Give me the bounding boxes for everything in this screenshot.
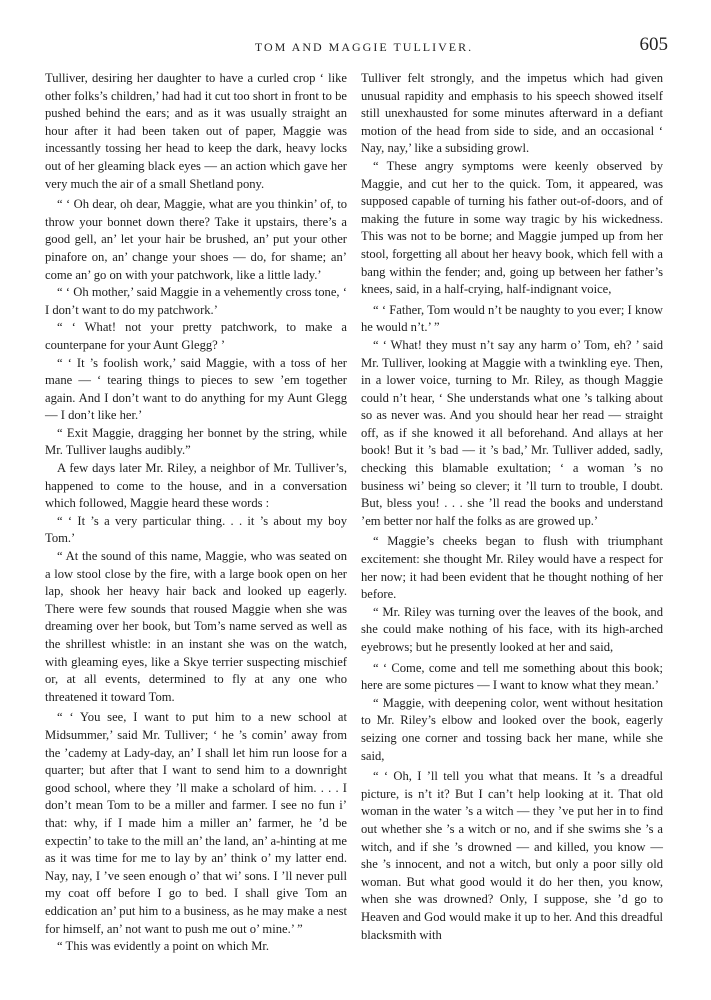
page-header [60,34,668,60]
paragraph: “ These angry symptoms were keenly observed by Maggie, and cut her to the quick. Tom, it appeared, was supposed capable of turning his father out-of-doors, and of making the future in some way tragic by his wickedness. This was not to be borne; and Maggie jumped up from her stool, forgetting all about her heavy book, which fell with a bang within the fender; and, going up between her father’s knees, said, in a half-crying, half-indignant voice, [361,158,663,297]
paragraph: A few days later Mr. Riley, a neighbor of Mr. Tulliver’s, happened to come to the house, and in a conversation which followed, Maggie heard these words : [45,461,347,511]
paragraph: Tulliver, desiring her daughter to have a curled crop ‘ like other folks’s children,’ had had it cut too short in front to be pushed behind the ears; and as it was usually straight an hour after it had been taken out of paper, Maggie was incessantly tossing her head to keep the dark, heavy locks out of her gleaming black eyes — an action which gave her very much the air of a small Shetland pony. [45,71,347,191]
paragraph: “ Maggie’s cheeks began to flush with triumphant excitement: she thought Mr. Riley would have a respect for her now; it had been evident that he thought nothing of her before. [361,534,663,602]
page-number: 605 [639,34,668,55]
paragraph: “ This was evidently a point on which Mr. [57,939,270,954]
left-column [45,70,347,956]
paragraph: “ Exit Maggie, dragging her bonnet by the string, while Mr. Tulliver laughs audibly.” [45,425,347,458]
paragraph: “ At the sound of this name, Maggie, who was seated on a low stool close by the fire, with a large book open on her lap, shook her heavy hair back and looked up eagerly. There were few sounds that roused Maggie when she was dreaming over her book, but Tom’s name served as well as the shrillest whistle: in an instant she was on the watch, with gleaming eyes, like a Skye terrier suspecting mischief or, at all events, determined to fly at any one who threatened it toward Tom. [45,549,347,704]
paragraph: “ ‘ Oh mother,’ said Maggie in a vehemently cross tone, ‘ I don’t want to do my patchwork.’ [45,285,347,317]
paragraph: “ ‘ It ’s a very particular thing. . . it ’s about my boy Tom.’ [45,513,347,546]
running-title: TOM AND MAGGIE TULLIVER. [254,40,474,54]
paragraph: “ ‘ What! not your pretty patchwork, to make a counterpane for your Aunt Glegg? ’ [45,320,347,352]
paragraph: “ ‘ Oh, I ’ll tell you what that means. It ’s a dreadful picture, is n’t it? But I can’t help looking at it. That old woman in the water ’s a witch — they ’ve put her in to find out whether she ’s a witch or no, and if she swims she ’s a witch, and if she ’s drowned — and killed, you know — she ’s innocent, and not a witch, but only a poor silly old woman. But what good would it do her then, you know, when she was drowned? Only, I suppose, she ’d go to Heaven and God would make it up to her. And this dreadful blacksmith with [361,769,663,942]
right-column [361,70,663,944]
paragraph: “ ‘ Father, Tom would n’t be naughty to you ever; I know he would n’t.’ ” [361,302,663,335]
paragraph: “ ‘ You see, I want to put him to a new school at Midsummer,’ said Mr. Tulliver; ‘ he ’s comin’ away from the ’cademy at Lady-day, an’ I shall let him run loose for a quarter; but after that I want to send him to a downright good school, where they ’ll make a scholard of him. . . . I don’t mean Tom to be a miller and farmer. I see no fun i’ that: why, if I made him a miller an’ farmer, he ’d be expectin’ to take to the mill an’ the land, an’ a-hinting at me as it was time for me to lay by an’ think o’ my latter end. Nay, nay, I ’ve seen enough o’ that wi’ sons. I ’ll never pull my coat off before I go to bed. I shall give Tom an eddication an’ put him to a business, as he may make a nest for himself, an’ not want to push me out o’ mine.’ ” [45,710,347,936]
paragraph: “ ‘ Oh dear, oh dear, Maggie, what are you thinkin’ of, to throw your bonnet down there? Take it upstairs, there’s a good gell, an’ let your hair be brushed, an’ put your other pinafore on, an’ change your shoes — do, for shame; an’ come an’ go on with your patchwork, like a little lady.’ [45,197,347,282]
paragraph: “ ‘ It ’s foolish work,’ said Maggie, with a toss of her mane — ‘ tearing things to pieces to sew ’em together again. And I don’t want to do anything for my Aunt Glegg — I don’t like her.’ [45,355,347,423]
paragraph: “ Mr. Riley was turning over the leaves of the book, and she could make nothing of his face, with its high-arched eyebrows; but he presently looked at her and said, [361,604,663,654]
paragraph: Tulliver felt strongly, and the impetus which had given unusual rapidity and emphasis to his speech showed itself still unexhausted for some minutes afterward in a defiant motion of the head from side to side, and an occasional ‘ Nay, nay,’ like a subsiding growl. [361,71,663,156]
paragraph: “ ‘ What! they must n’t say any harm o’ Tom, eh? ’ said Mr. Tulliver, looking at Maggie with a twinkling eye. Then, in a lower voice, turning to Mr. Riley, as though Maggie could n’t hear, ‘ She understands what one ’s talking about so as never was. And you should hear her read — straight off, as if she knowed it all beforehand. And allays at her book! But it ’s bad — it ’s bad,’ Mr. Tulliver added, sadly, checking this blamable exultation; ‘ a woman ’s no business wi’ being so clever; it ’ll turn to trouble, I doubt. But, bless you! . . . she ’ll read the books and understand ’em better nor half the folks as are growed up.’ [361,337,663,528]
paragraph: “ ‘ Come, come and tell me something about this book; here are some pictures — I want to know what they mean.’ [361,660,663,693]
paragraph: “ Maggie, with deepening color, went without hesitation to Mr. Riley’s elbow and looked over the book, eagerly seizing one corner and tossing back her mane, while she said, [361,695,663,763]
